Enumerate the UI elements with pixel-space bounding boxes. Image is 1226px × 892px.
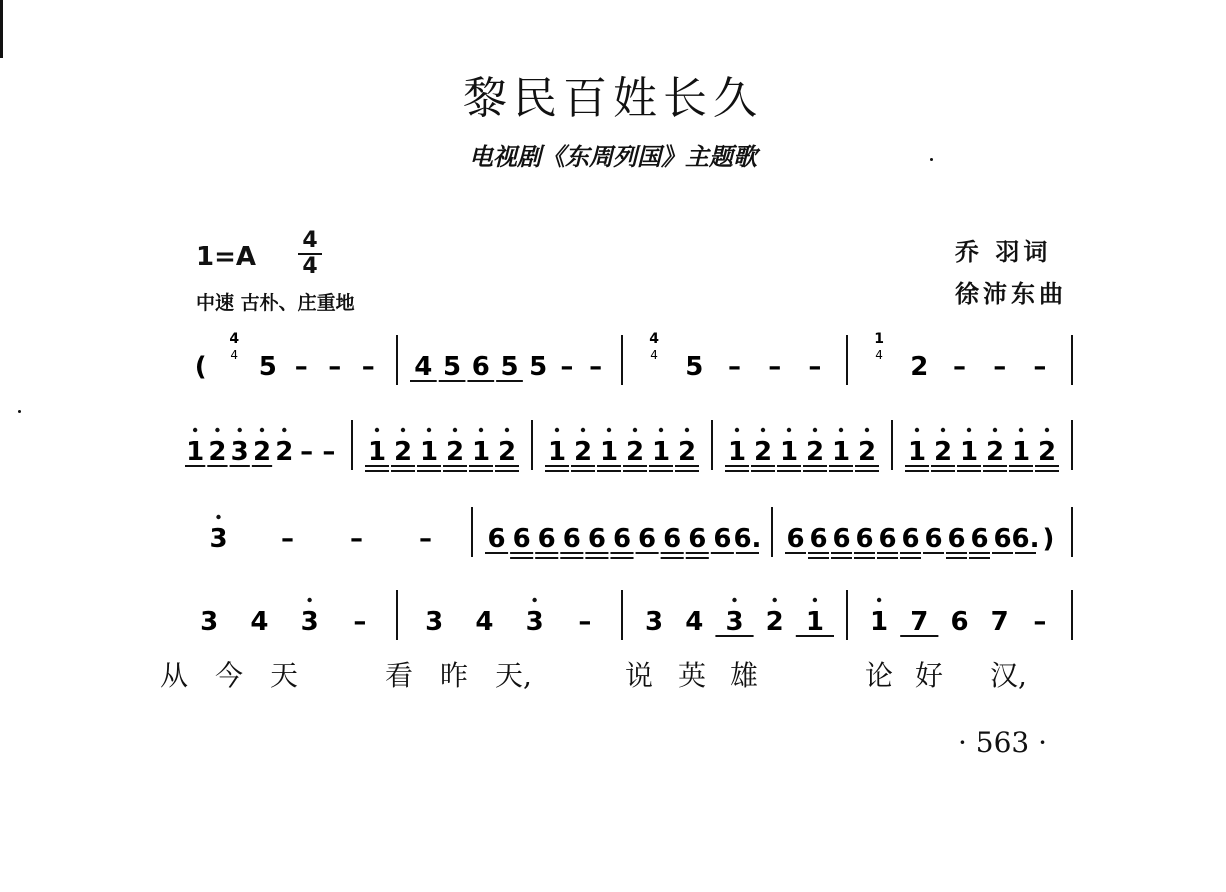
- score-note: –: [322, 437, 336, 467]
- score-note: 2: [208, 437, 227, 467]
- score-note: 1: [805, 607, 824, 637]
- high-octave-dot: [216, 515, 220, 519]
- high-octave-dot: [761, 428, 765, 432]
- lyric-11: 好: [915, 659, 944, 692]
- high-octave-dot: [581, 428, 585, 432]
- score-note: 6: [950, 607, 969, 637]
- lyric-7: 说: [625, 659, 654, 692]
- score-note: 1: [186, 437, 205, 467]
- score-note: 2: [910, 352, 929, 382]
- inline-time-signature-top: 4: [649, 331, 659, 347]
- score-note: 1: [870, 607, 889, 637]
- score-note: 2: [445, 437, 465, 467]
- score-note: 6.: [733, 524, 762, 554]
- score-note: 2: [805, 437, 825, 467]
- score-note: –: [1033, 352, 1047, 382]
- high-octave-dot: [993, 428, 997, 432]
- time-signature-bottom: 4: [302, 254, 318, 279]
- score-note: 6: [471, 352, 490, 382]
- score-note: –: [728, 352, 741, 382]
- score-note: 7: [990, 607, 1009, 637]
- score-note: 3: [645, 607, 664, 637]
- score-note: 6: [512, 524, 531, 554]
- score-note: –: [419, 524, 432, 554]
- score-note: 2: [857, 437, 877, 467]
- score-note: 6: [809, 524, 828, 554]
- score-note: 1: [367, 437, 387, 467]
- song-title: 黎民百姓长久: [463, 73, 763, 124]
- score-note: –: [560, 352, 574, 382]
- lyric-5: 昨: [440, 659, 469, 692]
- inline-time-signature-top: 1: [874, 331, 884, 347]
- high-octave-dot: [375, 428, 379, 432]
- score-note: –: [300, 437, 314, 467]
- page-number: · 563 ·: [958, 726, 1048, 759]
- score-note: –: [328, 352, 342, 382]
- high-octave-dot: [787, 428, 791, 432]
- score-note: 3: [200, 607, 219, 637]
- score-note: 6: [878, 524, 897, 554]
- song-subtitle: 电视剧《东周列国》主题歌: [469, 143, 757, 171]
- score-note: 1: [547, 437, 567, 467]
- score-note: 2: [1037, 437, 1057, 467]
- high-octave-dot: [479, 428, 483, 432]
- score-note: 3: [230, 437, 249, 467]
- scan-speck: [18, 410, 21, 413]
- high-octave-dot: [865, 428, 869, 432]
- high-octave-dot: [555, 428, 559, 432]
- score-note: 2: [275, 437, 294, 467]
- score-note: –: [768, 352, 782, 382]
- lyric-9: 雄: [730, 659, 759, 692]
- score-note: 3: [525, 607, 544, 637]
- score-note: –: [589, 352, 603, 382]
- score-note: 2: [625, 437, 645, 467]
- lyric-3: 天: [270, 659, 299, 692]
- score-note: 1: [907, 437, 927, 467]
- score-note: 6: [713, 524, 732, 554]
- score-note: 5: [685, 352, 704, 382]
- high-octave-dot: [260, 428, 264, 432]
- high-octave-dot: [735, 428, 739, 432]
- composer-credit: 徐沛东曲: [955, 280, 1067, 308]
- lyric-6: 天,: [495, 659, 532, 692]
- inline-time-signature-top: 4: [229, 331, 240, 347]
- score-note: 5: [529, 352, 548, 382]
- score-note: 1: [831, 437, 851, 467]
- high-octave-dot: [401, 428, 405, 432]
- high-octave-dot: [813, 428, 817, 432]
- score-note: 2: [985, 437, 1005, 467]
- score-note: 6: [947, 524, 966, 554]
- inline-time-signature-bottom: 4: [650, 348, 658, 362]
- score-note: 4: [250, 607, 269, 637]
- score-note: 6: [562, 524, 581, 554]
- score-note: –: [281, 524, 294, 554]
- score-note: 6: [487, 524, 506, 554]
- score-parenthesis: ): [1042, 524, 1055, 554]
- high-octave-dot: [685, 428, 689, 432]
- score-note: 1: [471, 437, 491, 467]
- lyric-10: 论: [865, 659, 894, 692]
- score-note: 6: [855, 524, 874, 554]
- score-note: 2: [573, 437, 593, 467]
- score-note: 2: [753, 437, 773, 467]
- score-note: 6: [688, 524, 707, 554]
- score-note: 2: [497, 437, 517, 467]
- score-note: 1: [959, 437, 979, 467]
- score-note: –: [808, 352, 822, 382]
- high-octave-dot: [607, 428, 611, 432]
- inline-time-signature-bottom: 4: [875, 348, 883, 362]
- lyric-2: 今: [215, 659, 244, 692]
- score-note: –: [578, 607, 592, 637]
- score-note: 5: [500, 352, 519, 382]
- score-note: 6: [663, 524, 682, 554]
- key-signature: 1=A: [196, 242, 256, 272]
- lyricist-credit: 乔 羽词: [955, 238, 1052, 266]
- score-note: 4: [414, 352, 433, 382]
- scan-speck: [930, 158, 933, 161]
- score-note: 6: [786, 524, 805, 554]
- tempo-marking: 中速 古朴、庄重地: [196, 292, 355, 314]
- high-octave-dot: [773, 598, 777, 602]
- time-signature-top: 4: [302, 228, 318, 253]
- score-note: 7: [910, 607, 929, 637]
- score-note: 3: [209, 524, 228, 554]
- score-note: 6: [612, 524, 632, 554]
- score-note: 6: [587, 524, 606, 554]
- score-note: 3: [300, 607, 319, 637]
- score-note: 6: [638, 524, 657, 554]
- score-note: 4: [685, 607, 704, 637]
- score-note: 1: [651, 437, 671, 467]
- lyric-12: 汉,: [990, 659, 1027, 692]
- lyric-4: 看: [385, 659, 414, 692]
- high-octave-dot: [915, 428, 919, 432]
- high-octave-dot: [659, 428, 663, 432]
- high-octave-dot: [282, 428, 286, 432]
- high-octave-dot: [877, 598, 881, 602]
- score-note: 2: [677, 437, 697, 467]
- score-note: 3: [725, 607, 744, 637]
- score-note: 5: [443, 352, 462, 382]
- score-note: –: [1033, 607, 1047, 637]
- lyric-8: 英: [678, 659, 707, 692]
- score-note: 1: [779, 437, 799, 467]
- high-octave-dot: [1019, 428, 1023, 432]
- score-note: 2: [765, 607, 784, 637]
- score-note: –: [953, 352, 966, 382]
- high-octave-dot: [839, 428, 843, 432]
- score-note: 6: [832, 524, 851, 554]
- score-note: 2: [252, 437, 272, 467]
- score-note: –: [361, 352, 375, 382]
- high-octave-dot: [215, 428, 219, 432]
- score-note: 1: [599, 437, 619, 467]
- high-octave-dot: [307, 598, 311, 602]
- high-octave-dot: [193, 428, 197, 432]
- high-octave-dot: [532, 598, 536, 602]
- score-note: 6: [993, 524, 1012, 554]
- inline-time-signature-bottom: 4: [230, 348, 239, 362]
- score-note: –: [294, 352, 308, 382]
- score-note: 3: [425, 607, 444, 637]
- score-note: 6: [901, 524, 920, 554]
- score-note: 1: [1011, 437, 1031, 467]
- score-note: 1: [727, 437, 747, 467]
- high-octave-dot: [238, 428, 242, 432]
- high-octave-dot: [453, 428, 457, 432]
- score-note: –: [993, 352, 1007, 382]
- score-note: 2: [393, 437, 413, 467]
- high-octave-dot: [427, 428, 431, 432]
- high-octave-dot: [1045, 428, 1049, 432]
- lyric-1: 从: [160, 659, 189, 692]
- score-note: 6: [537, 524, 556, 554]
- score-note: 6: [970, 524, 989, 554]
- score-note: 6.: [1011, 524, 1040, 554]
- score-note: –: [350, 524, 363, 554]
- high-octave-dot: [505, 428, 509, 432]
- high-octave-dot: [941, 428, 945, 432]
- score-note: 6: [924, 524, 943, 554]
- score-note: –: [353, 607, 367, 637]
- score-note: 5: [258, 352, 277, 382]
- score-note: 2: [933, 437, 953, 467]
- score-note: 4: [475, 607, 494, 637]
- high-octave-dot: [732, 598, 736, 602]
- high-octave-dot: [633, 428, 637, 432]
- score-parenthesis: (: [194, 352, 207, 382]
- high-octave-dot: [813, 598, 817, 602]
- score-note: 1: [419, 437, 439, 467]
- high-octave-dot: [967, 428, 971, 432]
